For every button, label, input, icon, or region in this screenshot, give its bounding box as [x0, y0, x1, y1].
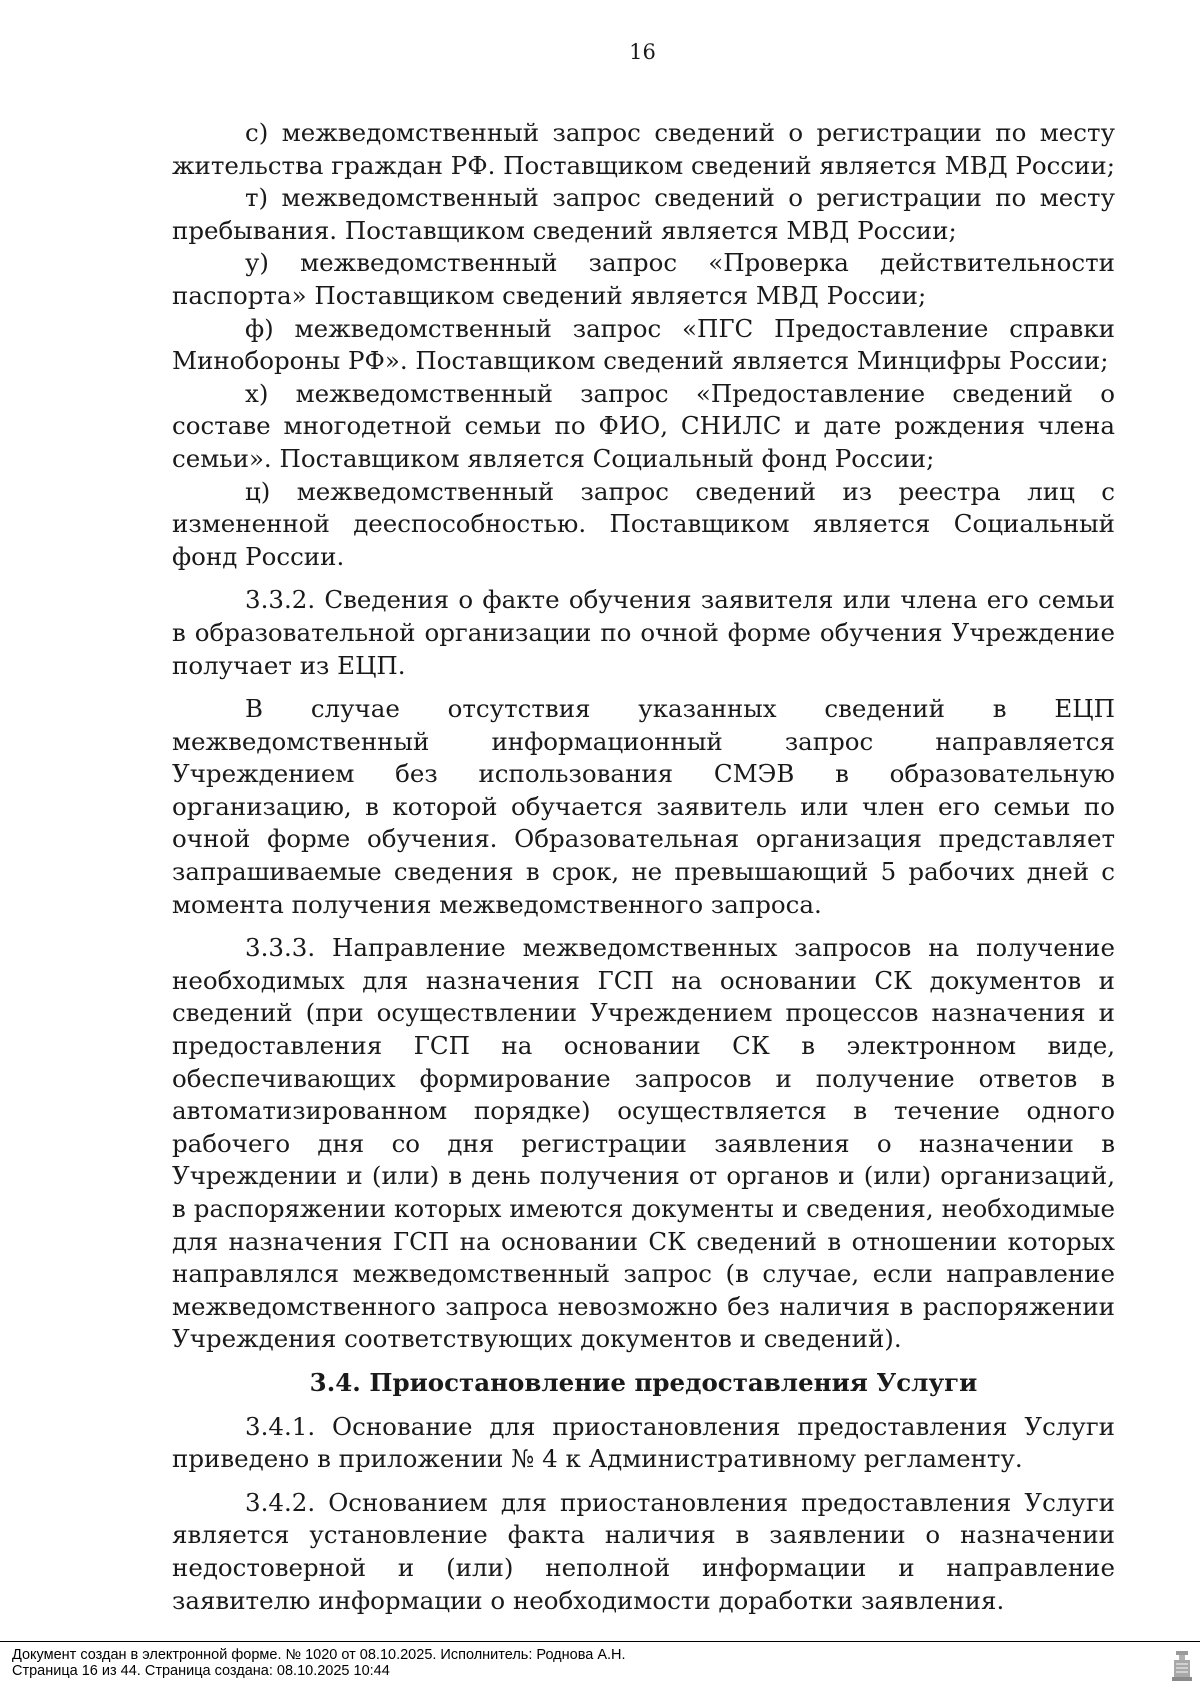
paragraph-item-s: с) межведомственный запрос сведений о регистрации по месту жительства граждан РФ. Поставщиком сведений является МВД России;	[172, 118, 1116, 180]
document-footer	[12, 1647, 626, 1679]
paragraph-3-4-2: 3.4.2. Основанием для приостановления предоставления Услуги является установление факта наличия в заявлении о назначении недостоверной и (или) неполной информации и направление заявителю информации о необходимости доработки заявления.	[172, 1487, 1115, 1615]
paragraph-item-ts: ц) межведомственный запрос сведений из реестра лиц с измененной дееспособностью. Поставщиком является Социальный фонд России.	[172, 476, 1115, 571]
paragraph-item-kh: х) межведомственный запрос «Предоставление сведений о составе многодетной семьи по ФИО, СНИЛС и дате рождения члена семьи». Поставщиком является Социальный фонд России;	[172, 378, 1115, 473]
paragraph-item-u: у) межведомственный запрос «Проверка действительности паспорта» Поставщиком сведений является МВД России;	[172, 248, 1115, 310]
footer-divider	[0, 1641, 1200, 1642]
page-number: 16	[629, 40, 656, 64]
document-body	[172, 117, 1115, 1617]
paragraph-3-3-3: 3.3.3. Направление межведомственных запросов на получение необходимых для назначения ГСП на основании СК документов и сведений (при осуществлении Учреждением процессов назначения и предоставления ГСП на основании СК в электронном виде, обеспечивающих формирование запросов и получение ответов в автоматизированном порядке) осуществляется в течение одного рабочего дня со дня регистрации заявления о назначении в Учреждении и (или) в день получения от органов и (или) организаций, в распоряжении которых имеются документы и сведения, необходимые для назначения ГСП на основании СК сведений в отношении которых направлялся межведомственный запрос (в случае, если направление межведомственного запроса невозможно без наличия в распоряжении Учреждения соответствующих документов и сведений).	[172, 933, 1115, 1354]
footer-line-2: Страница 16 из 44. Страница создана: 08.10.2025 10:44	[12, 1663, 390, 1679]
paragraph-3-3-2-continuation: В случае отсутствия указанных сведений в ЕЦП межведомственный информационный запрос направляется Учреждением без использования СМЭВ в образовательную организацию, в которой обучается заявитель или член его семьи по очной форме обучения. Образовательная организация представляет запрашиваемые сведения в срок, не превышающий 5 рабочих дней с момента получения межведомственного запроса.	[172, 694, 1115, 919]
footer-line-1: Документ создан в электронной форме. № 1020 от 08.10.2025. Исполнитель: Роднова А.Н.	[12, 1647, 626, 1663]
paragraph-item-t: т) межведомственный запрос сведений о регистрации по месту пребывания. Поставщиком сведений является МВД России;	[172, 183, 1115, 245]
document-stamp-icon	[1172, 1651, 1192, 1681]
paragraph-3-4-1: 3.4.1. Основание для приостановления предоставления Услуги приведено в приложении № 4 к Административному регламенту.	[172, 1411, 1115, 1474]
paragraph-item-f: ф) межведомственный запрос «ПГС Предоставление справки Минобороны РФ». Поставщиком сведений является Минцифры России;	[172, 313, 1115, 376]
paragraph-3-3-2: 3.3.2. Сведения о факте обучения заявителя или члена его семьи в образовательной организации по очной форме обучения Учреждение получает из ЕЦП.	[172, 585, 1115, 680]
section-heading-3-4: 3.4. Приостановление предоставления Услуги	[309, 1367, 978, 1397]
